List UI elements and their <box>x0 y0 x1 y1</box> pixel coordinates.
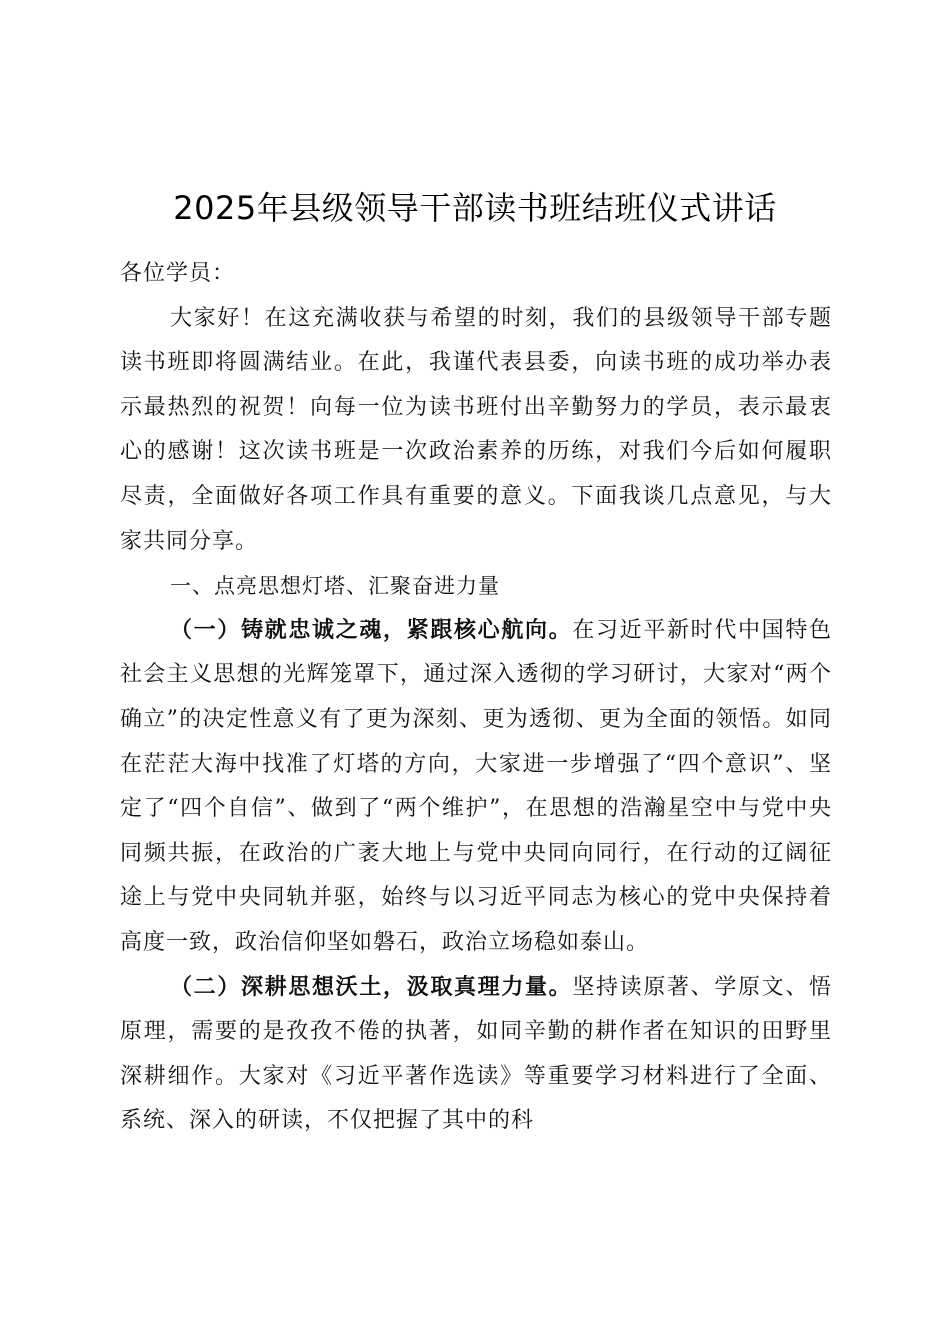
point-1-paragraph <box>120 609 832 966</box>
point-1-lead: （一）铸就忠诚之魂，紧跟核心航向。 <box>170 617 573 643</box>
point-1-body: 在习近平新时代中国特色社会主义思想的光辉笼罩下，通过深入透彻的学习研讨，大家对“两个确立”的决定性意义有了更为深刻、更为透彻、更为全面的领悟。如同在茫茫大海中找准了灯塔的方向，大家进一步增强了“四个意识”、坚定了“四个自信”、做到了“两个维护”，在思想的浩瀚星空中与党中央同频共振，在政治的广袤大地上与党中央同向同行，在行动的辽阔征途上与党中央同轨并驱，始终与以习近平同志为核心的党中央保持着高度一致，政治信仰坚如磐石，政治立场稳如泰山。 <box>120 617 832 955</box>
document-title: 2025年县级领导干部读书班结班仪式讲话 <box>173 189 777 227</box>
salutation: 各位学员： <box>120 261 236 286</box>
document-body <box>120 252 832 1144</box>
intro-paragraph: 大家好！在这充满收获与希望的时刻，我们的县级领导干部专题读书班即将圆满结业。在此，我谨代表县委，向读书班的成功举办表示最热烈的祝贺！向每一位为读书班付出辛勤努力的学员，表示最衷心的感谢！这次读书班是一次政治素养的历练，对我们今后如何履职尽责，全面做好各项工作具有重要的意义。下面我谈几点意见，与大家共同分享。 <box>120 305 832 554</box>
section-heading-1: 一、点亮思想灯塔、汇聚奋进力量 <box>170 574 500 599</box>
point-2-body: 坚持读原著、学原文、悟原理，需要的是孜孜不倦的执著，如同辛勤的耕作者在知识的田野里深耕细作。大家对《习近平著作选读》等重要学习材料进行了全面、系统、深入的研读，不仅把握了其中的科 <box>120 974 832 1134</box>
point-2-paragraph <box>120 966 832 1144</box>
point-2-lead: （二）深耕思想沃土，汲取真理力量。 <box>170 974 573 1000</box>
